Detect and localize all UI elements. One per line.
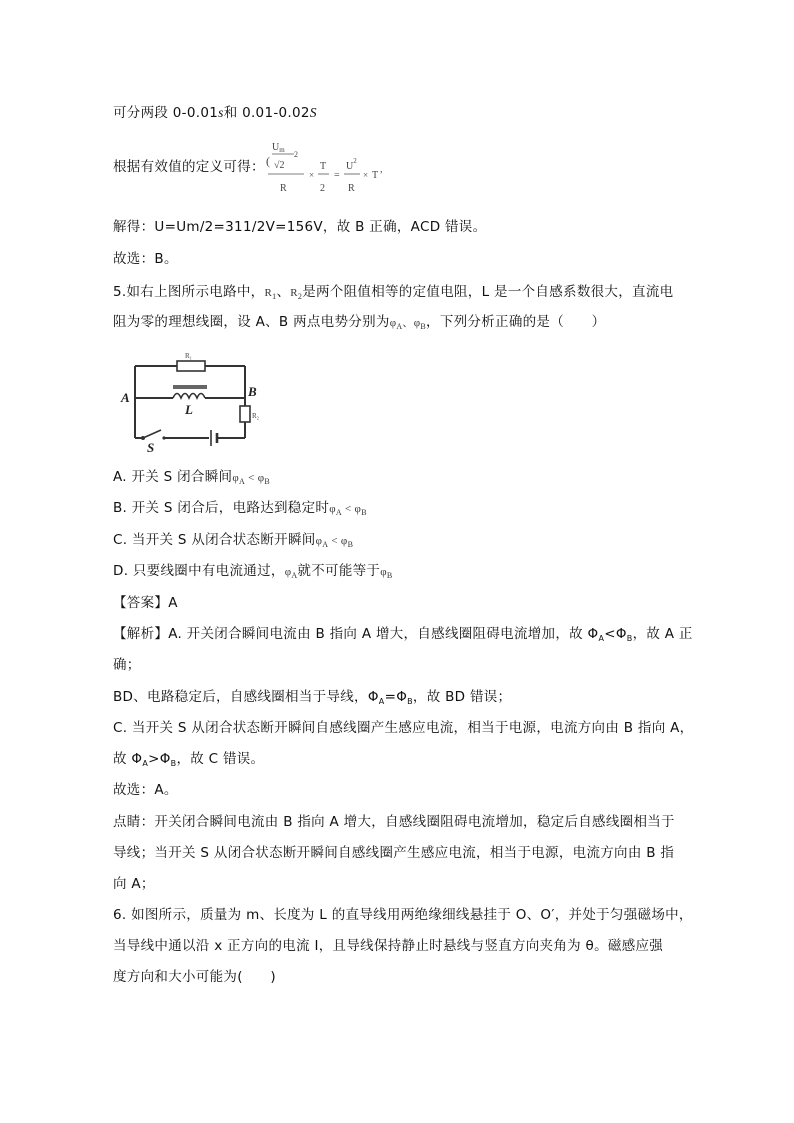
label-r1: R₁ [185, 352, 193, 360]
choose-line-1: 故选：B。 [113, 251, 178, 267]
switch-blade [143, 430, 161, 438]
formula-times-1: × [309, 170, 315, 180]
analysis-line-5 [113, 750, 264, 773]
circuit-diagram [113, 352, 263, 452]
unit-s-2: S [309, 105, 317, 120]
q6-line-1: 6. 如图所示，质量为 m、长度为 L 的直导线用两绝缘细线悬挂于 O、O′，并处于匀强磁场中， [113, 907, 693, 923]
analysis-sub-2: B [626, 634, 633, 643]
option-c-phi-b: $\varphi_B$ [340, 535, 354, 549]
segment-text-1: 可分两段 0-0.01 [113, 105, 219, 121]
analysis-text-5a: 故 Φ [113, 751, 143, 767]
analysis-text-3a: BD、电路稳定后，自感线圈相当于导线，Φ [113, 689, 379, 705]
option-d-phi-a: $\varphi_A$ [284, 566, 298, 580]
analysis-text-1b: <Φ [604, 626, 627, 642]
r1-symbol: $R_1$ [264, 287, 277, 301]
formula-r-1: R [280, 183, 287, 194]
answer-line: 【答案】A [113, 595, 178, 611]
option-d-text-2: 就不可能等于 [297, 563, 381, 579]
option-c-phi-a: $\varphi_A$ [315, 535, 329, 549]
formula-t-2: T [372, 170, 379, 181]
comment-line-3: 向 A； [113, 876, 155, 892]
analysis-line-2: 确； [113, 657, 141, 673]
label-b: B [248, 384, 257, 399]
analysis-text-3c: =Φ [384, 689, 408, 705]
label-l: L [185, 402, 193, 417]
option-a-phi-a: $\varphi_A$ [232, 472, 246, 486]
option-d[interactable] [113, 562, 393, 585]
analysis-text-3e: ，故 BD 错误； [412, 689, 512, 705]
label-s: S [147, 440, 155, 452]
q5-text-b: 是两个阻值相等的定值电阻，L 是一个自感系数很大，直流电 [302, 284, 674, 300]
formula-r-2: R [348, 183, 355, 194]
option-a-lt: < [245, 472, 258, 484]
text-line-definition [113, 158, 265, 176]
option-b-lt: < [341, 503, 355, 515]
comment-line-1: 点睛：开关闭合瞬间电流由 B 指向 A 增大，自感线圈阻碍电流增加，稳定后自感线圈相当于 [113, 814, 675, 830]
formula-sqrt2: √2 [274, 160, 285, 171]
option-d-text: D. 只要线圈中有电流通过， [113, 563, 285, 579]
option-b-text: B. 开关 S 闭合后，电路达到稳定时 [113, 500, 330, 516]
q5-sep: 、 [276, 284, 291, 300]
phi-b-symbol: $\varphi_B$ [413, 317, 427, 331]
formula-comma: , [380, 164, 383, 175]
r1-resistor [177, 361, 205, 371]
q5-stem-line-2 [113, 313, 605, 336]
label-a: A [121, 390, 130, 405]
analysis-sub-1: A [598, 634, 605, 643]
analysis-sub-6: B [170, 759, 177, 768]
analysis-line-3 [113, 688, 511, 711]
option-b-phi-a: $\varphi_A$ [329, 503, 342, 517]
q5-text-d: ，下列分析正确的是（ ） [426, 314, 606, 330]
text-line-segments [113, 104, 317, 122]
formula-two: 2 [320, 183, 325, 194]
definition-label: 根据有效值的定义可得： [113, 159, 265, 175]
formula-power-2: 2 [294, 150, 298, 159]
analysis-text-1d: ，故 A 正 [632, 626, 693, 642]
r2-symbol: $R_2$ [290, 287, 303, 301]
label-r2: R₂ [252, 412, 260, 420]
analysis-text-5c: >Φ [148, 751, 171, 767]
option-d-phi-b: $\varphi_B$ [380, 566, 393, 580]
option-b-phi-b: $\varphi_B$ [354, 503, 367, 517]
q5-sep-2: 、 [402, 317, 414, 329]
option-a[interactable] [113, 468, 270, 491]
q5-text-c: 阻为零的理想线圈，设 A、B 两点电势分别为 [113, 314, 390, 330]
analysis-sub-5: A [142, 759, 149, 768]
analysis-text-1: 【解析】A. 开关闭合瞬间电流由 B 指向 A 增大，自感线圈阻碍电流增加，故 Φ [113, 626, 599, 642]
choose-line-2: 故选：A。 [113, 782, 178, 798]
formula-times-2: × [363, 170, 369, 180]
formula-equals: = [334, 170, 340, 181]
formula-graphic [266, 138, 386, 200]
formula-um: $U_m$ [272, 142, 285, 154]
inductor-coil [173, 394, 205, 399]
r2-resistor [240, 406, 250, 422]
q6-line-2: 当导线中通以沿 x 正方向的电流 I，且导线保持静止时悬线与竖直方向夹角为 θ。磁感应强 [113, 938, 664, 954]
q5-text-a: 5.如右上图所示电路中， [113, 284, 265, 300]
switch-pivot [141, 436, 145, 440]
analysis-sub-3: A [378, 697, 385, 706]
phi-a-symbol: $\varphi_A$ [389, 317, 403, 331]
option-a-phi-b: $\varphi_B$ [257, 472, 270, 486]
segment-text-2: 和 0.01-0.02 [223, 105, 310, 121]
q5-stem-line-1 [113, 283, 673, 306]
analysis-text-5e: ，故 C 错误。 [176, 751, 265, 767]
analysis-line-4: C. 当开关 S 从闭合状态断开瞬间自感线圈产生感应电流，相当于电源，电流方向由 B 指向 A， [113, 720, 694, 736]
rms-formula [266, 138, 386, 200]
formula-t-num: T [320, 161, 327, 172]
comment-line-2: 导线；当开关 S 从闭合状态断开瞬间自感线圈产生感应电流，相当于电源，电流方向由 B 指 [113, 845, 675, 861]
option-c-text: C. 当开关 S 从闭合状态断开瞬间 [113, 532, 316, 548]
option-a-text: A. 开关 S 闭合瞬间 [113, 469, 233, 485]
analysis-sub-4: B [407, 697, 413, 706]
unit-s-1: s [218, 105, 224, 120]
q6-line-3: 度方向和大小可能为( ) [113, 969, 276, 985]
switch-contact [162, 436, 165, 439]
option-b[interactable] [113, 499, 367, 522]
formula-u2: $U^2$ [346, 157, 357, 172]
option-c[interactable] [113, 531, 353, 554]
option-c-lt: < [328, 535, 341, 547]
solution-line: 解得：U=Um/2=311/2V=156V，故 B 正确，ACD 错误。 [113, 219, 487, 235]
formula-lparen: ( [266, 154, 270, 168]
analysis-line-1 [113, 625, 693, 648]
